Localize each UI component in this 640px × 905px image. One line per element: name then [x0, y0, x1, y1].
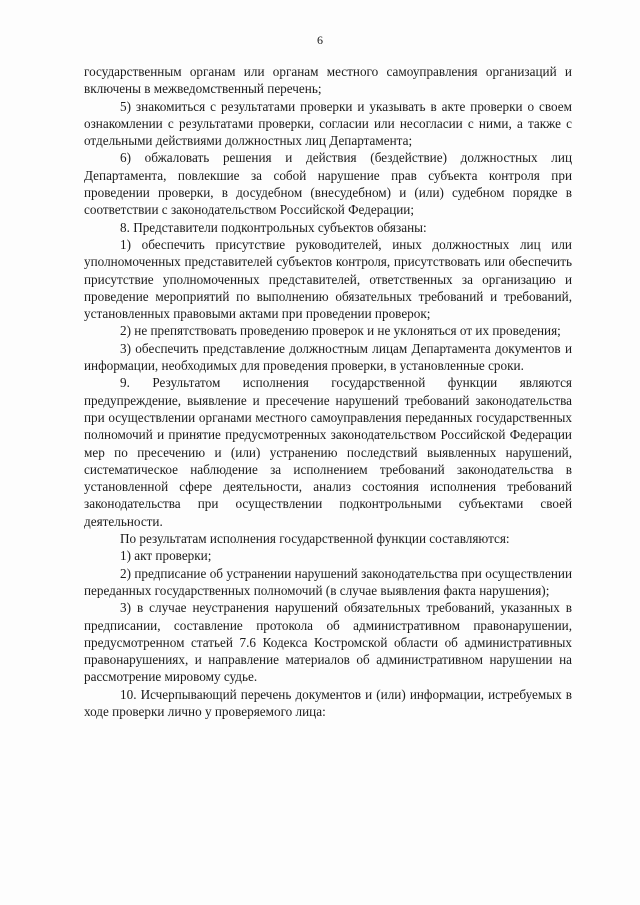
paragraph: 6) обжаловать решения и действия (бездействие) должностных лиц Департамента, повлекшие за собой нарушение прав субъекта контроля при проведении проверки, в досудебном (внесудебном) и (или) судебном порядке в соответствии с законодательством Российской Федерации; — [84, 150, 572, 218]
paragraph: 3) в случае неустранения нарушений обязательных требований, указанных в предписании, составление протокола об административном правонарушении, предусмотренном статьей 7.6 Кодекса Костромской области об административных правонарушениях, и направление материалов об административном нарушении на рассмотрение мировому судье. — [84, 600, 572, 685]
paragraph: 2) не препятствовать проведению проверок и не уклоняться от их проведения; — [120, 323, 561, 339]
paragraph: 3) обеспечить представление должностным лицам Департамента документов и информации, необходимых для проведения проверки, в установленные сроки. — [84, 340, 572, 374]
paragraph: 1) обеспечить присутствие руководителей, иных должностных лиц или уполномоченных представителей субъектов контроля, присутствовать или обеспечить присутствие уполномоченных представителей, ответственных за организацию и проведение мероприятий по выполнению обязательных требований и требований, установленных правовыми актами при проведении проверок; — [84, 236, 572, 322]
paragraph: 8. Представители подконтрольных субъектов обязаны: — [120, 219, 427, 235]
paragraph: 2) предписание об устранении нарушений законодательства при осуществлении переданных государственных полномочий (в случае выявления факта нарушения); — [84, 565, 572, 598]
document-body — [84, 63, 572, 720]
paragraph: государственным органам или органам местного самоуправления организаций и включены в межведомственный перечень; — [84, 64, 572, 97]
paragraph: 9. Результатом исполнения государственной функции являются предупреждение, выявление и пресечение нарушений требований законодательства при осуществлении органами местного самоуправления переданных государственных полномочий и принятие предусмотренных законодательством Российской Федерации мер по пресечению и (или) устранению последствий выявленных нарушений, систематическое наблюдение за исполнением требований законодательства в установленной сфере деятельности, анализ состояния исполнения требований законодательства при осуществлении подконтрольными субъектами своей деятельности. — [84, 375, 572, 529]
paragraph: По результатам исполнения государственной функции составляются: — [120, 531, 510, 547]
paragraph: 1) акт проверки; — [120, 548, 212, 564]
paragraph: 5) знакомиться с результатами проверки и указывать в акте проверки о своем ознакомлении с результатами проверки, согласии или несогласии с ними, а также с отдельными действиями должностных лиц Департамента; — [84, 98, 572, 149]
paragraph: 10. Исчерпывающий перечень документов и (или) информации, истребуемых в ходе проверки лично у проверяемого лица: — [84, 686, 572, 719]
page-number: 6 — [317, 33, 323, 47]
